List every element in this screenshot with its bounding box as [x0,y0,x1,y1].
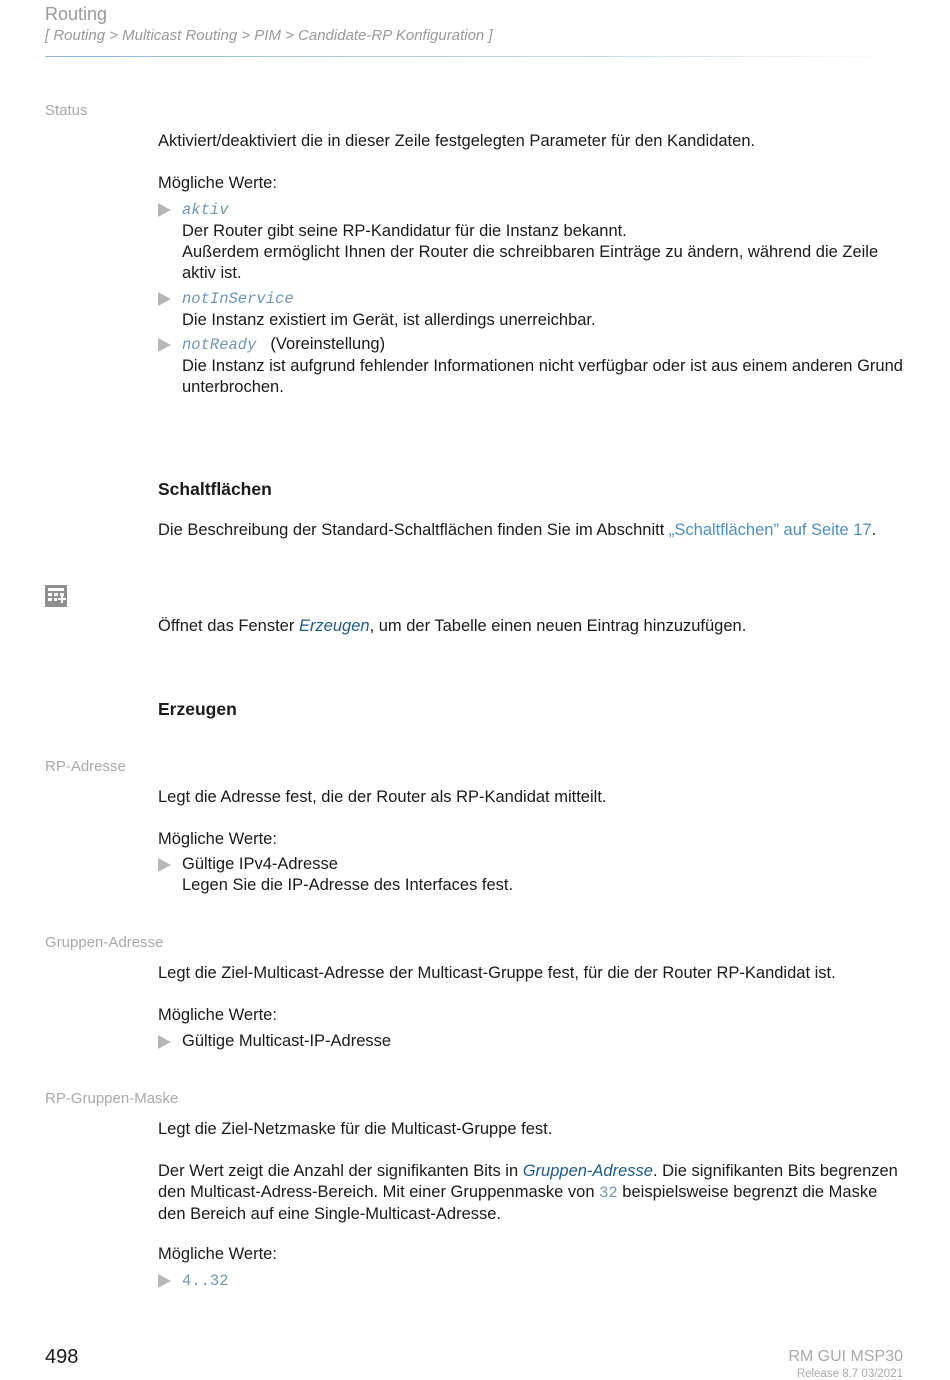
value-name: notReady [182,336,257,354]
text-part: Der Wert zeigt die Anzahl der signifikanten Bits in [158,1162,523,1180]
rp-address-description: Legt die Adresse fest, die der Router als RP-Kandidat mitteilt. [158,788,607,806]
rp-group-mask-label: RP-Gruppen-Maske [45,1090,179,1107]
text-part: . Die signifikanten Bits begrenzen den Multicast-Adress-Bereich. Mit einer Gruppenmaske von [158,1162,898,1201]
mask-example-value: 32 [599,1184,618,1202]
buttons-heading: Schaltflächen [158,479,272,499]
value-name: notInService [182,290,294,308]
rp-group-mask-values-label: Mögliche Werte: [158,1245,277,1263]
text-part: Die Beschreibung der Standard-Schaltflächen finden Sie im Abschnitt [158,521,669,539]
buttons-page-link[interactable]: „Schaltflächen” auf Seite 17 [668,521,872,539]
group-address-description: Legt die Ziel-Multicast-Adresse der Multicast-Gruppe fest, für die der Router RP-Kandidat ist. [158,964,836,982]
create-window-ref[interactable]: Erzeugen [298,617,370,635]
text-part: Öffnet das Fenster [158,617,299,635]
group-address-ref[interactable]: Gruppen-Adresse [522,1162,653,1180]
text-part: . [871,521,877,539]
value-line: Außerdem ermöglicht Ihnen der Router die schreibbaren Einträge zu ändern, während die Zeile aktiv ist. [182,243,879,282]
value-name: Gültige IPv4-Adresse [182,855,338,873]
text-part: beispielsweise begrenzt die Maske den Bereich auf eine Single-Multicast-Adresse. [158,1183,878,1223]
bullet-triangle-icon [158,858,171,872]
page-number: 498 [45,1346,79,1368]
bullet-triangle-icon [158,203,171,217]
rp-address-values-label: Mögliche Werte: [158,830,277,848]
group-address-values-label: Mögliche Werte: [158,1006,277,1024]
rp-group-mask-description: Legt die Ziel-Netzmaske für die Multicast-Gruppe fest. [158,1120,553,1138]
text-part: , um der Tabelle einen neuen Eintrag hinzuzufügen. [369,617,747,635]
status-values-label: Mögliche Werte: [158,174,277,192]
value-name: Gültige Multicast-IP-Adresse [182,1032,392,1050]
bullet-triangle-icon [158,338,171,352]
breadcrumb: [ Routing > Multicast Routing > PIM > Candidate-RP Konfiguration ] [45,27,493,44]
value-name: aktiv [182,201,229,219]
bullet-triangle-icon [158,1274,171,1288]
table-add-icon[interactable] [45,585,67,607]
value-range: 4..32 [182,1272,229,1290]
value-line: Der Router gibt seine RP-Kandidatur für die Instanz bekannt. [182,222,627,240]
status-value-notready [158,334,903,398]
rp-address-value [158,854,903,896]
create-button-description [158,616,908,637]
status-label: Status [45,102,88,119]
value-line: Die Instanz ist aufgrund fehlender Informationen nicht verfügbar oder ist aus einem anderen Grund unterbrochen. [182,357,903,396]
status-description: Aktiviert/deaktiviert die in dieser Zeile festgelegten Parameter für den Kandidaten. [158,132,756,150]
footer-doc-name: RM GUI MSP30 [788,1348,903,1365]
create-heading: Erzeugen [158,699,237,719]
status-value-aktiv [158,199,903,284]
group-address-value [158,1031,903,1052]
header-divider [45,56,905,57]
page-header-title: Routing [45,4,108,24]
default-marker: (Voreinstellung) [270,335,386,353]
rp-group-mask-value [158,1270,903,1292]
bullet-triangle-icon [158,292,171,306]
bullet-triangle-icon [158,1035,171,1049]
buttons-description [158,520,908,541]
footer-release: Release 8.7 03/2021 [796,1368,903,1380]
group-address-label: Gruppen-Adresse [45,934,164,951]
status-value-notinservice [158,288,903,331]
value-line: Die Instanz existiert im Gerät, ist allerdings unerreichbar. [182,311,596,329]
value-line: Legen Sie die IP-Adresse des Interfaces fest. [182,876,514,894]
rp-address-label: RP-Adresse [45,758,126,775]
rp-group-mask-paragraph [158,1161,908,1225]
